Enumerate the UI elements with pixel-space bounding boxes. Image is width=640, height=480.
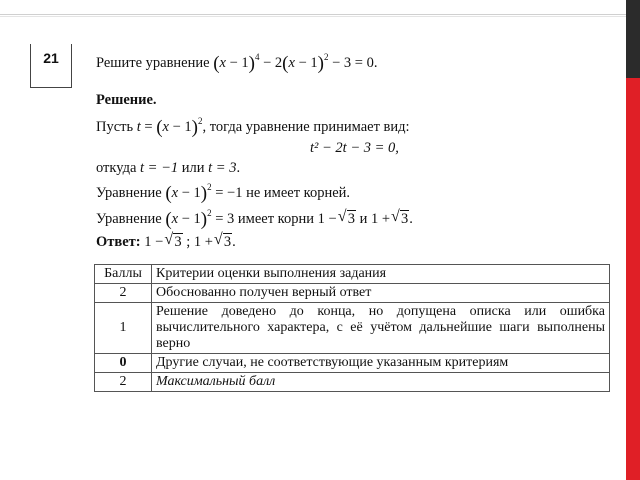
header-score: Баллы (95, 265, 152, 284)
roots-line: откуда t = −1 или t = 3. (96, 160, 241, 176)
table-row: 0 Другие случаи, не соответствующие указанным критериям (95, 354, 610, 373)
case1-line: Уравнение $(x - 1)^2 = -1$ не имеет корней. (96, 182, 351, 204)
side-accent-red (626, 78, 640, 480)
header-criteria: Критерии оценки выполнения задания (152, 265, 610, 284)
slide-side-accent-bar (626, 0, 640, 480)
criteria-table (94, 264, 610, 392)
solution-heading: Решение. (96, 92, 157, 108)
table-row: 2 Обоснованно получен верный ответ (95, 284, 610, 303)
answer-label: Ответ: (96, 234, 141, 250)
table-row-total: 2 Максимальный балл (95, 373, 610, 392)
answer-line: Ответ: 1 −√ 3 ; 1 +√ 3. (96, 234, 236, 251)
problem-number-box (30, 44, 72, 88)
case2-line: Уравнение $(x - 1)^2 = 3$ имеет корни 1 −√ 3 и 1 +√ 3. (96, 208, 413, 231)
task-line: Решите уравнение $(x - 1)^4 - 2(x - 1)^2 - 3 = 0$. (96, 52, 378, 74)
task-label: Решите уравнение (96, 55, 210, 71)
side-accent-dark (626, 0, 640, 78)
problem-number: 21 (43, 50, 59, 66)
table-row: 1 Решение доведено до конца, но допущена описка или ошибка вычислительного характера, с её учётом дальнейшие шаги выполнены верно (95, 303, 610, 354)
substitution-line: Пусть $t = (x - 1)^2$, тогда уравнение принимает вид: (96, 116, 410, 138)
quadratic-equation: t² − 2t − 3 = 0, (310, 140, 399, 156)
table-header-row (95, 265, 610, 284)
slide-top-divider-secondary (0, 16, 626, 17)
slide-top-divider (0, 14, 626, 15)
